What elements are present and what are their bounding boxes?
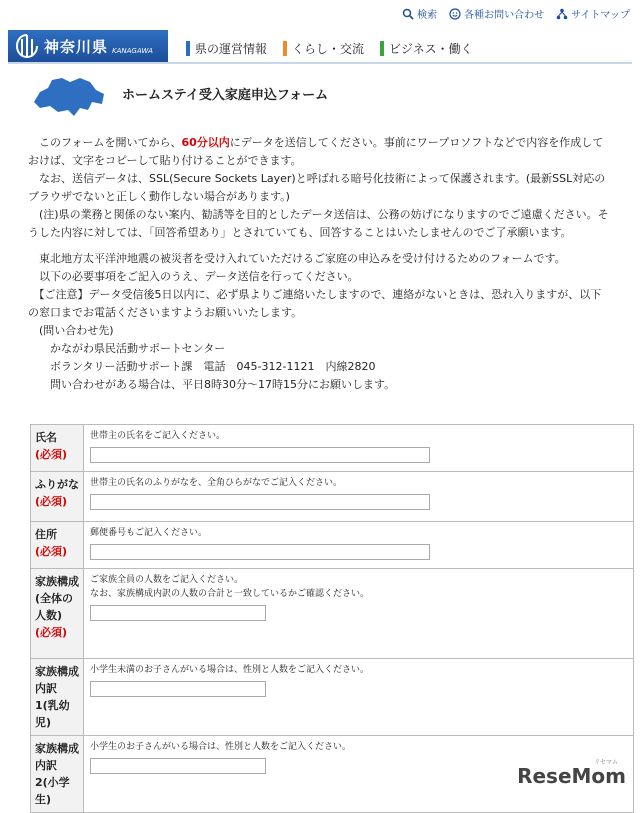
field-hint: ご家族全員の人数をご記入ください。 — [90, 575, 244, 585]
main-nav — [186, 40, 473, 57]
field-hint: 小学生未満のお子さんがいる場合は、性別と人数をご記入ください。 — [90, 665, 370, 675]
field-label: ふりがな (必須) — [31, 472, 84, 522]
field-cell — [84, 569, 634, 659]
contact-phone: ボランタリー活動サポート課 電話 045-312-1121 内線2820 — [28, 360, 376, 373]
family-infant-input[interactable] — [90, 681, 266, 697]
intro-paragraph: このフォームを開いてから、60分以内にデータを送信してください。事前にワープロソフトなどで内容を作成しておけば、文字をコピーして貼り付けることができます。 — [28, 136, 604, 167]
kanagawa-logo[interactable] — [8, 30, 168, 62]
application-form — [30, 424, 634, 813]
form-row-family-infant — [31, 659, 634, 736]
field-hint: 世帯主の氏名をご記入ください。 — [90, 431, 226, 441]
resemom-watermark: ReseMom — [517, 764, 626, 788]
field-hint: なお、家族構成内訳の人数の合計と一致しているかご確認ください。 — [90, 589, 370, 599]
search-icon — [402, 8, 414, 20]
search-link[interactable] — [402, 6, 437, 21]
kanagawa-map-icon — [30, 72, 110, 120]
nav-item-administration[interactable]: 県の運営情報 — [186, 40, 267, 57]
field-label: 家族構成(全体の人数) (必須) — [31, 569, 84, 659]
logo-text: 神奈川県 — [44, 37, 109, 56]
site-header — [8, 30, 632, 64]
smile-icon — [449, 8, 461, 20]
utility-links — [402, 6, 630, 21]
family-total-input[interactable] — [90, 605, 266, 621]
address-input[interactable] — [90, 544, 430, 560]
sitemap-icon — [556, 8, 568, 20]
family-elementary-input[interactable] — [90, 758, 266, 774]
intro-paragraph: 以下の必要事項をご記入のうえ、データ送信を行ってください。 — [28, 270, 359, 283]
field-hint: 小学生のお子さんがいる場合は、性別と人数をご記入ください。 — [90, 742, 352, 752]
intro-paragraph: 東北地方太平洋沖地震の被災者を受け入れていただけるご家庭の申込みを受け付けるためのフォームです。 — [28, 252, 566, 265]
search-link-label: 検索 — [417, 10, 438, 21]
field-label: 家族構成内訳1(乳幼児) — [31, 659, 84, 736]
intro-paragraph: (注)県の業務と関係のない案内、勧誘等を目的としたデータ送信は、公務の妨げになりますのでご遠慮ください。そうした内容に対しては、「回答希望あり」とされていても、回答することはいたしませんのでご了承願います。 — [28, 208, 609, 239]
name-input[interactable] — [90, 447, 430, 463]
sitemap-link-label: サイトマップ — [571, 10, 630, 21]
notice-paragraph: 【ご注意】データ受信後5日以内に、必ず県よりご連絡いたしますので、連絡がないときは、恐れ入りますが、以下の窓口までお電話くださいますようお願いいたします。 — [28, 288, 602, 319]
field-hint: 郵便番号もご記入ください。 — [90, 528, 208, 538]
form-row-family-total — [31, 569, 634, 659]
page-title: ホームステイ受入家庭申込フォーム — [122, 88, 329, 103]
title-area — [30, 66, 610, 122]
field-label: 住所 (必須) — [31, 522, 84, 569]
prefecture-emblem-icon — [14, 33, 40, 59]
contact-hours: 問い合わせがある場合は、平日8時30分～17時15分にお願いします。 — [28, 378, 396, 391]
contact-link[interactable] — [449, 6, 544, 21]
form-row-furigana — [31, 472, 634, 522]
contact-heading: (問い合わせ先) — [28, 324, 114, 337]
logo-subtext: KANAGAWA — [112, 47, 153, 55]
intro-paragraph: なお、送信データは、SSL(Secure Sockets Layer)と呼ばれる暗号化技術によって保護されます。(最新SSL対応のブラウザでないと正しく動作しない場合があります。) — [28, 172, 606, 203]
contact-link-label: 各種お問い合わせ — [464, 10, 545, 21]
watermark-subtext: リセマム — [594, 759, 618, 766]
form-row-name — [31, 425, 634, 472]
nav-item-business[interactable]: ビジネス・働く — [380, 40, 473, 57]
field-cell — [84, 659, 634, 736]
form-row-address — [31, 522, 634, 569]
field-cell — [84, 472, 634, 522]
contact-org: かながわ県民活動サポートセンター — [28, 342, 226, 355]
field-label: 氏名 (必須) — [31, 425, 84, 472]
sitemap-link[interactable] — [556, 6, 630, 21]
nav-item-living[interactable]: くらし・交流 — [283, 40, 364, 57]
field-cell — [84, 522, 634, 569]
furigana-input[interactable] — [90, 494, 430, 510]
field-cell — [84, 425, 634, 472]
intro-text — [28, 134, 612, 394]
field-label: 家族構成内訳2(小学生) — [31, 736, 84, 813]
field-hint: 世帯主の氏名のふりがなを、全角ひらがなでご記入ください。 — [90, 478, 343, 488]
